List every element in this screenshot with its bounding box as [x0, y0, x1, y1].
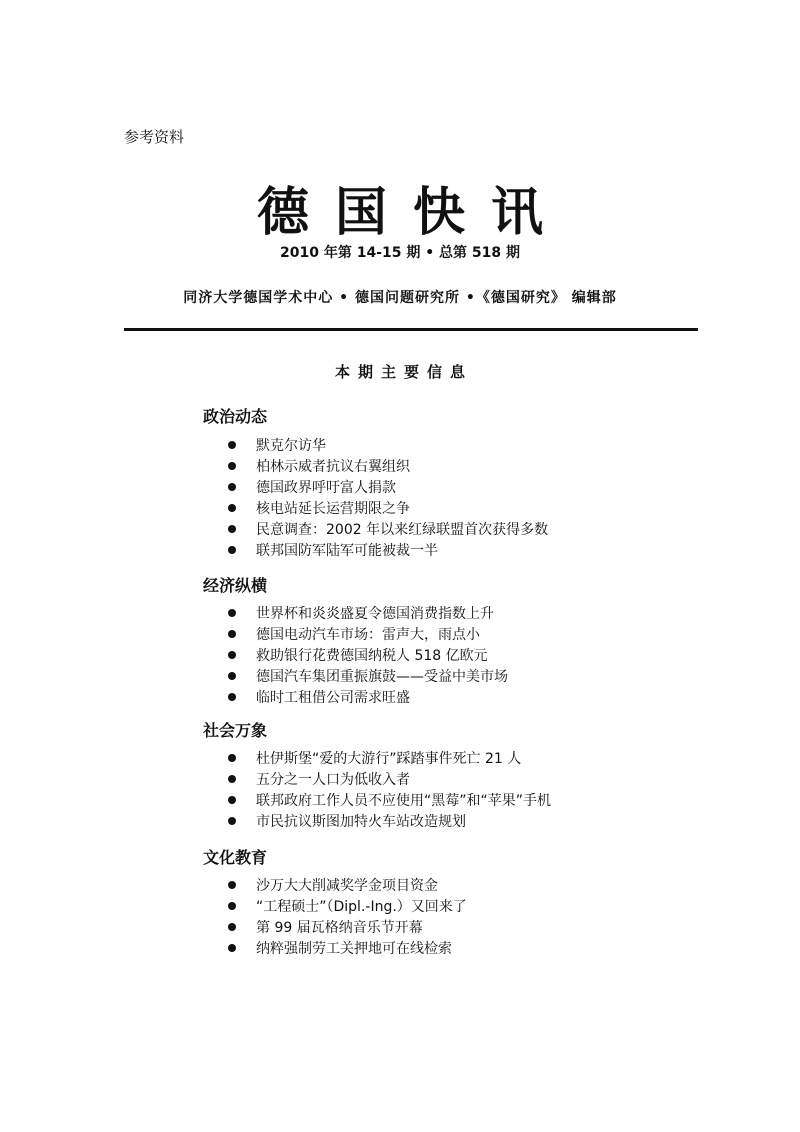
list-item [228, 689, 410, 707]
list-item-text: 联邦国防军陆军可能被裁一半 [256, 543, 438, 559]
list-item [228, 500, 410, 518]
list-item [228, 437, 326, 455]
section-heading: 文化教育 [203, 848, 268, 867]
list-item-text: “工程硕士”（Dipl.-Ing.）又回来了 [256, 899, 467, 915]
list-item [228, 898, 467, 916]
list-item-text: 纳粹强制劳工关押地可在线检索 [256, 941, 452, 957]
section-heading: 经济纵横 [203, 576, 268, 595]
bullet-icon [228, 546, 236, 554]
list-item [228, 605, 494, 623]
section-heading: 政治动态 [203, 407, 268, 426]
list-item [228, 647, 488, 665]
list-item [228, 521, 548, 539]
list-item-text: 柏林示威者抗议右翼组织 [256, 459, 410, 475]
section-heading: 社会万象 [203, 721, 268, 740]
bullet-icon [228, 630, 236, 638]
bullet-icon [228, 923, 236, 931]
bullet-icon [228, 504, 236, 512]
list-item-text: 沙万大大削减奖学金项目资金 [256, 878, 438, 894]
list-item-text: 杜伊斯堡“爱的大游行”踩踏事件死亡 21 人 [256, 751, 522, 767]
list-item-text: 世界杯和炎炎盛夏令德国消费指数上升 [256, 606, 494, 622]
list-item [228, 771, 410, 789]
list-item [228, 813, 466, 831]
list-item-text: 市民抗议斯图加特火车站改造规划 [256, 814, 466, 830]
publisher-line: 同济大学德国学术中心 • 德国问题研究所 •《德国研究》 编辑部 [183, 290, 617, 306]
list-item [228, 877, 438, 895]
list-item [228, 750, 521, 768]
list-item-text: 默克尔访华 [256, 438, 326, 454]
list-item [228, 940, 452, 958]
bullet-icon [228, 796, 236, 804]
bullet-icon [228, 483, 236, 491]
issue-line: 2010 年第 14-15 期 • 总第 518 期 [279, 245, 521, 261]
list-item-text: 第 99 届瓦格纳音乐节开幕 [256, 920, 423, 936]
list-item-text: 民意调查：2002 年以来红绿联盟首次获得多数 [256, 522, 549, 538]
bullet-icon [228, 754, 236, 762]
bullet-icon [228, 944, 236, 952]
list-item-text: 临时工租借公司需求旺盛 [256, 690, 410, 706]
list-item [228, 626, 480, 644]
bullet-icon [228, 902, 236, 910]
bullet-icon [228, 441, 236, 449]
list-item [228, 458, 410, 476]
list-item-text: 德国电动汽车市场：雷声大，雨点小 [256, 627, 480, 643]
bullet-icon [228, 693, 236, 701]
list-item-text: 救助银行花费德国纳税人 518 亿欧元 [256, 648, 488, 664]
bullet-icon [228, 462, 236, 470]
list-item [228, 479, 396, 497]
list-item-text: 联邦政府工作人员不应使用“黑莓”和“苹果”手机 [256, 793, 552, 809]
list-item-text: 德国政界呼吁富人捐款 [256, 480, 396, 496]
bullet-icon [228, 651, 236, 659]
bullet-icon [228, 525, 236, 533]
bullet-icon [228, 609, 236, 617]
bullet-icon [228, 817, 236, 825]
reference-label: 参考资料 [124, 128, 185, 146]
bullet-icon [228, 672, 236, 680]
list-item [228, 668, 508, 686]
bullet-icon [228, 775, 236, 783]
list-item [228, 542, 438, 560]
bullet-icon [228, 881, 236, 889]
list-item [228, 792, 551, 810]
masthead-title: 德国快讯 [256, 182, 569, 243]
list-item-text: 核电站延长运营期限之争 [256, 501, 410, 517]
list-item-text: 五分之一人口为低收入者 [256, 772, 410, 788]
summary-title: 本期主要信息 [334, 363, 473, 381]
list-item [228, 919, 423, 937]
list-item-text: 德国汽车集团重振旗鼓——受益中美市场 [256, 669, 508, 685]
